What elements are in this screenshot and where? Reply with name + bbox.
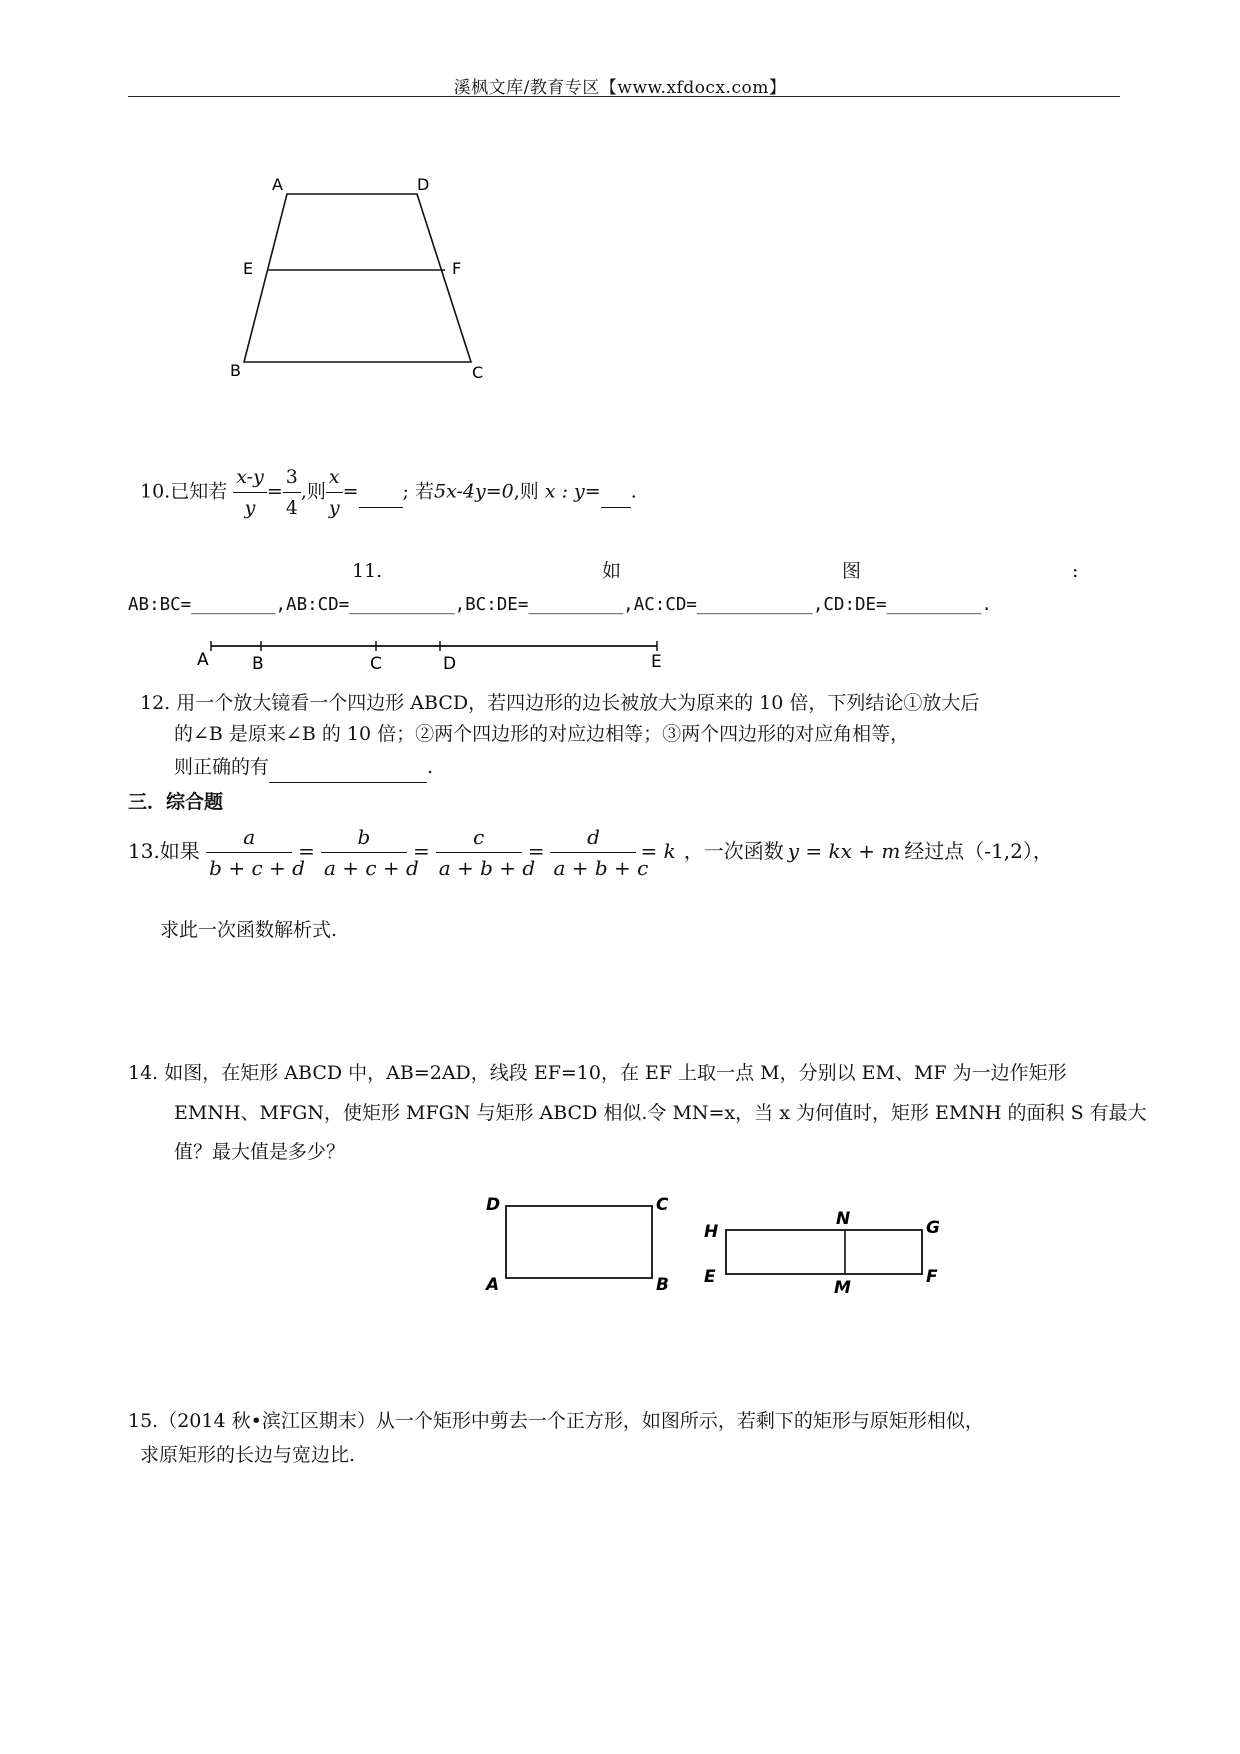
question-10 xyxy=(140,462,637,523)
q13-fraction-2 xyxy=(321,822,419,883)
trapezoid-label-c: C xyxy=(472,363,484,382)
q10-frac3-numerator: x xyxy=(328,466,340,488)
rect-abcd-label-c: C xyxy=(656,1195,669,1215)
segment-label-d: D xyxy=(443,654,457,674)
q13-f3-numerator: c xyxy=(473,825,485,849)
q10-frac2-denominator: 4 xyxy=(283,492,301,523)
q10-prefix: 10.已知若 xyxy=(140,480,228,503)
q11-word-ru: 如 xyxy=(602,560,622,582)
q10-then-2: ,则 xyxy=(513,480,539,503)
rectangle-abcd-figure xyxy=(482,1192,682,1302)
q13-tail: 经过点（-1,2）， xyxy=(904,839,1053,863)
q13-f2-denominator: a + c + d xyxy=(321,852,407,883)
q10-equals-2: = xyxy=(342,480,359,503)
q13-prefix: 13.如果 xyxy=(128,839,200,863)
q10-fraction-2 xyxy=(283,462,301,523)
rect-hgfe-label-e: E xyxy=(704,1267,716,1287)
q13-equals-1: = xyxy=(298,839,315,863)
rect-abcd-label-d: D xyxy=(486,1195,501,1215)
q10-blank-1 xyxy=(359,477,403,508)
q11-number: 11. xyxy=(352,560,383,582)
q12-line-1: 12. 用一个放大镜看一个四边形 ABCD，若四边形的边长被放大为原来的 10 倍，下列结论①放大后 xyxy=(140,692,980,714)
rect-abcd-label-b: B xyxy=(656,1275,669,1295)
trapezoid-label-f: F xyxy=(452,259,462,278)
q14-line-1: 14. 如图，在矩形 ABCD 中，AB=2AD，线段 EF=10，在 EF 上取一点 M，分别以 EM、MF 为一边作矩形 xyxy=(128,1062,1067,1084)
q10-blank-2 xyxy=(601,477,631,508)
q10-frac3-denominator: y xyxy=(326,492,343,523)
q12-prompt: 则正确的有 xyxy=(174,756,270,778)
header-divider xyxy=(128,96,1120,97)
q13-fraction-1 xyxy=(206,822,305,883)
q10-end: . xyxy=(630,480,637,503)
q13-equals-3: = xyxy=(527,839,545,863)
page-header: 溪枫文库/教育专区【www.xfdocx.com】 xyxy=(453,78,787,98)
q11-ratios: AB:BC=________,AB:CD=__________,BC:DE=_________,AC:CD=___________,CD:DE=_________. xyxy=(128,595,992,615)
q13-f3-denominator: a + b + d xyxy=(436,852,522,883)
trapezoid-label-a: A xyxy=(272,175,283,194)
segment-label-a: A xyxy=(197,650,209,670)
q10-if: 若 xyxy=(414,480,434,503)
q13-mid: ，一次函数 xyxy=(683,839,784,863)
rect-hgfe-label-f: F xyxy=(926,1267,938,1287)
q13-equals-2: = xyxy=(412,839,430,863)
q10-separator: ; xyxy=(402,480,409,503)
q10-ratio: x : y xyxy=(544,480,585,503)
q11-word-tu: 图 xyxy=(842,560,862,582)
q12-end: . xyxy=(427,756,434,778)
q13-f1-numerator: a xyxy=(243,825,256,849)
segment-figure xyxy=(195,635,675,675)
segment-label-b: B xyxy=(252,654,264,674)
question-13 xyxy=(128,822,1053,883)
trapezoid-figure xyxy=(220,170,500,390)
q12-line-3 xyxy=(174,752,433,783)
q10-equals: = xyxy=(266,480,283,503)
q13-f2-numerator: b xyxy=(357,825,371,849)
rect-hgfe-label-g: G xyxy=(926,1218,940,1238)
rect-abcd-label-a: A xyxy=(486,1275,500,1295)
q11-colon: : xyxy=(1072,560,1079,582)
q10-frac1-denominator: y xyxy=(233,492,267,523)
trapezoid-label-d: D xyxy=(417,175,430,194)
q12-line-2: 的∠B 是原来∠B 的 10 倍；②两个四边形的对应边相等；③两个四边形的对应角相等， xyxy=(174,723,910,745)
q15-line-2: 求原矩形的长边与宽边比. xyxy=(140,1444,356,1466)
rectangle-hgfe-figure xyxy=(700,1205,960,1305)
q10-fraction-3 xyxy=(326,462,343,523)
q13-k: = k xyxy=(640,839,676,863)
q13-function: y = kx + m xyxy=(787,839,901,863)
q10-frac2-numerator: 3 xyxy=(285,466,298,488)
segment-label-c: C xyxy=(370,654,382,674)
trapezoid-label-b: B xyxy=(230,361,241,380)
q13-line-2: 求此一次函数解析式. xyxy=(160,919,338,941)
q13-f4-denominator: a + b + c xyxy=(550,852,636,883)
q10-then: ,则 xyxy=(300,480,326,503)
q13-f4-numerator: d xyxy=(587,825,600,849)
trapezoid-label-e: E xyxy=(243,259,254,278)
q15-line-1: 15.（2014 秋•滨江区期末）从一个矩形中剪去一个正方形，如图所示，若剩下的矩形与原矩形相似， xyxy=(128,1410,984,1432)
q13-fraction-4 xyxy=(550,822,649,883)
q10-fraction-1 xyxy=(233,462,267,523)
q14-line-3: 值？最大值是多少？ xyxy=(174,1141,346,1163)
segment-label-e: E xyxy=(651,652,662,672)
q14-line-2: EMNH、MFGN，使矩形 MFGN 与矩形 ABCD 相似.令 MN=x，当 x 为何值时，矩形 EMNH 的面积 S 有最大 xyxy=(174,1102,1147,1124)
q10-expression: 5x-4y=0 xyxy=(434,480,514,503)
q13-fraction-3 xyxy=(436,822,536,883)
q10-frac1-numerator: x-y xyxy=(236,466,264,488)
rect-hgfe-label-n: N xyxy=(836,1209,851,1229)
q12-blank xyxy=(269,752,427,783)
rect-hgfe-label-m: M xyxy=(834,1278,851,1298)
section-3-title: 三．综合题 xyxy=(128,791,224,813)
q10-equals-3: = xyxy=(584,480,601,503)
rect-hgfe-label-h: H xyxy=(704,1222,719,1242)
q13-f1-denominator: b + c + d xyxy=(206,852,292,883)
